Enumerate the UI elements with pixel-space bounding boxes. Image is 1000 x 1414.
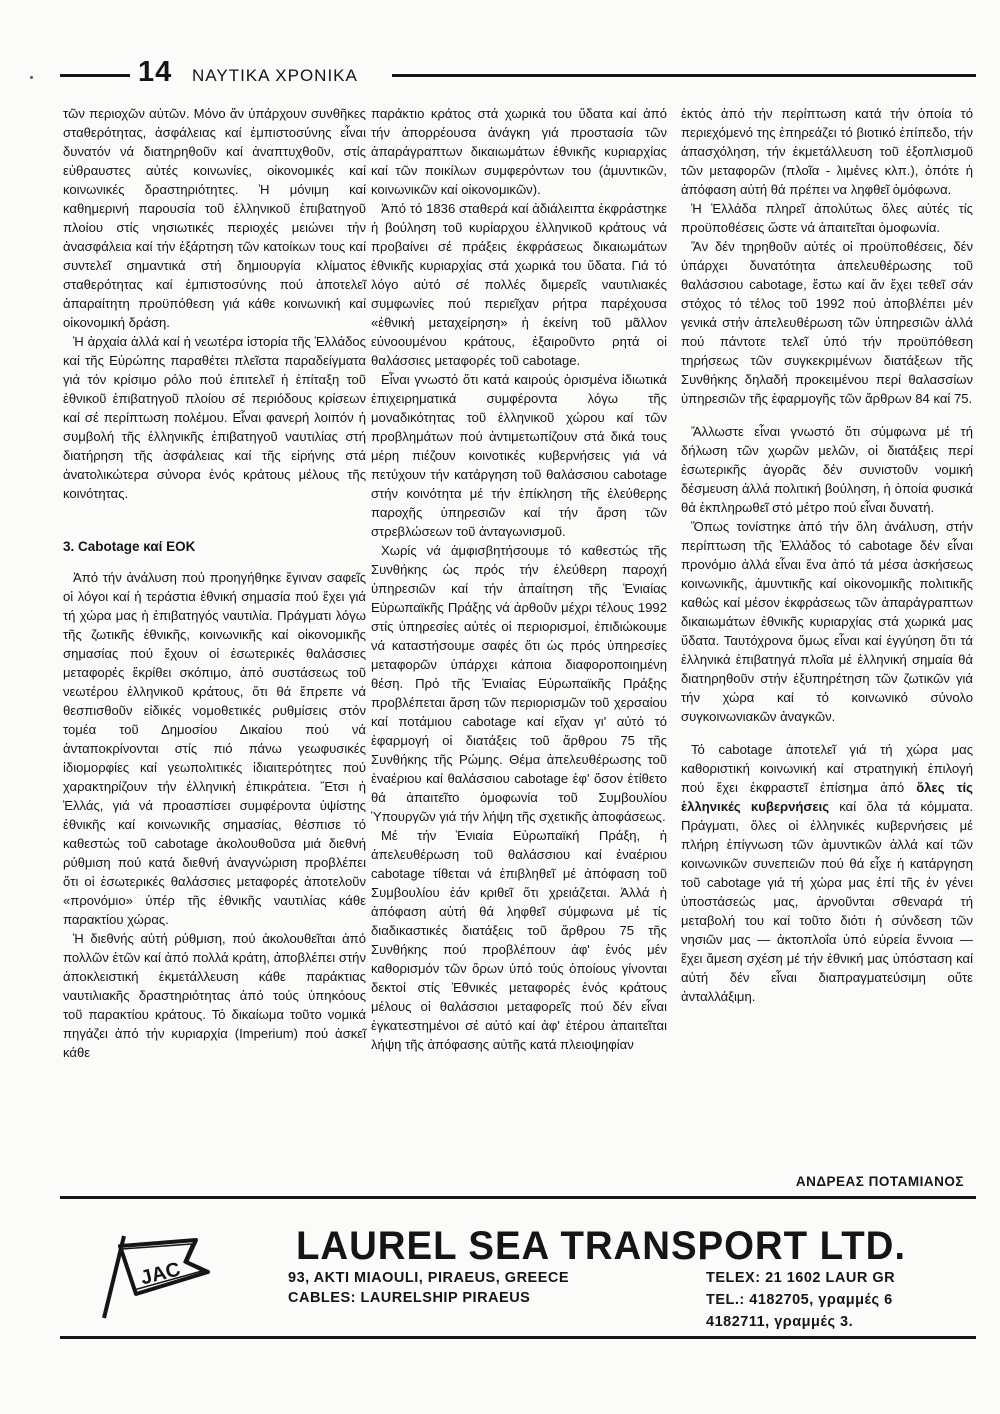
scan-dot xyxy=(30,76,33,79)
paragraph: Ἀπό τό 1836 σταθερά καί ἀδιάλειπτα ἐκφράστηκε ἡ βούληση τοῦ κυρίαρχου ἑλληνικοῦ κράτους νά προβαίνει σέ πράξεις ἐκφράσεως δικαιωμάτων ἐθνικῆς κυριαρχίας στά χωρικά του ὕδατα. Γιά τό λόγο αὐτό σέ πολλές διμερεῖς ναυτιλιακές συμφωνίες πού περιεῖχαν ρήτρα παρέχουσα «ἐθνική μεταχείρηση» ἡ ἐκείνη τοῦ μᾶλλον εὐνοουμένου κράτους, ἐξαιροῦντο ρητά οἱ θαλάσσιες μεταφορές τοῦ cabotage. xyxy=(371,201,667,368)
article-column-1 xyxy=(63,104,366,1062)
paragraph: Ἡ Ἑλλάδα πληρεῖ ἀπολύτως ὅλες αὐτές τίς προϋποθέσεις ὥστε νά ἀπαιτεῖται ὁμοφωνία. xyxy=(681,201,973,235)
paragraph: παράκτιο κράτος στά χωρικά του ὕδατα καί ἀπό τήν ἀπορρέουσα ἀνάγκη γιά προστασία τῶν ἀπαράγραπτων δικαιωμάτων ἐθνικῆς κυριαρχίας καί τῶν ποικίλων συμφερόντων του (ἀμυντικῶν, κοινωνικῶν καί οἰκονομικῶν). xyxy=(371,106,667,197)
page-header xyxy=(60,56,976,98)
paragraph: Μέ τήν Ἑνιαία Εὐρωπαϊκή Πράξη, ἡ ἀπελευθέρωση τοῦ θαλάσσιου καί ἐναέριου cabotage τίθεται νά ἐπιβληθεῖ μέ ἀπόφαση τοῦ Συμβουλίου ἐάν κριθεῖ ὅτι χρειάζεται. Ἀλλά ἡ ἀπόφαση αὐτή θά ληφθεῖ σύμφωνα μέ τίς διαδικαστικές διατάξεις τοῦ ἄρθρου 75 τῆς Συνθήκης πού προβλέπουν ἀφ' ἑνός μέν καθορισμόν τῶν ὅρων ὑπό τούς ὁποίους γίνονται δεκτοί στίς Ἐθνικές μεταφορές ἑνός κράτους μέλους οἱ θαλάσσιοι μεταφορεῖς πού δέν εἶναι ἐγκατεστημένοι σέ αὐτό καί ἀφ' ἑτέρου ἀπαιτεῖται λήψη τῆς ἀπόφασης αὐτῆς κατά πλειοψηφίαν xyxy=(371,828,667,1052)
company-name: LAUREL SEA TRANSPORT LTD. xyxy=(296,1224,906,1268)
emphasis-text: ὅλες τίς ἑλληνικές κυβερνήσεις xyxy=(681,780,973,814)
page-number: 14 xyxy=(138,56,173,88)
company-telephone-2: 4182711, γραμμές 3. xyxy=(706,1314,854,1330)
company-telephone-1: TEL.: 4182705, γραμμές 6 xyxy=(706,1292,893,1308)
paragraph: τῶν περιοχῶν αὐτῶν. Μόνο ἄν ὑπάρχουν συνθῆκες σταθερότητας, ἀσφάλειας καί ἐμπιστοσύνης εἶναι δυνατόν νά διατηρηθοῦν καί ἀναπτυχθοῦν, στίς εὐθραυστες αὐτές κοινωνίες, οἰκονομικές καί κοινωνικές δραστηριότητες. Ἡ μόνιμη καί καθημερινή παρουσία τοῦ ἑλληνικοῦ ἐπιβατηγοῦ πλοίου στίς νησιωτικές περιοχές μειώνει τήν ἀνασφάλεια καί τήν ἐξάρτηση τῶν κατοίκων τους καί συντελεῖ σημαντικά στή δημιουργία κλίματος σταθερότητας καί ἐμπιστοσύνης πού ἀποτελεῖ ἀπαραίτητη προϋπόθεση γιά κάθε κοινωνική καί οἰκονομική δράση. xyxy=(63,106,366,330)
ad-top-rule xyxy=(60,1196,976,1199)
paragraph-text: καί ὅλα τά κόμματα. Πράγματι, ὅλες οἱ ἑλληνικές κυβερνήσεις μέ πλήρη ἐπίγνωση τῶν ἀμυντικῶν ἀλλά καί τῶν κοινωνικῶν συνεπειῶν πού θά εἶχε ἡ κατάργηση τοῦ cabotage γιά τή χώρα μας ἐπί τῆς ἐν γένει ὑποστάσεώς μας, ἀρνοῦνται σθεναρά τή μεταβολή του καί τοῦτο διότι ἡ σύνδεση τῶν νησιῶν μας — ἀκτοπλοΐα ὑπό εὐρεία ἔννοια — ἔχει ἄμεση σχέση μέ τήν ἐθνική μας ὑπόσταση καί αὐτή δέν εἶναι διαπραγματεύσιμη οὔτε ἀνταλλάξιμη. xyxy=(681,799,973,1004)
paragraph xyxy=(681,740,973,1006)
company-telex: TELEX: 21 1602 LAUR GR xyxy=(706,1270,896,1286)
company-address: 93, AKTI MIAOULI, PIRAEUS, GREECE xyxy=(288,1270,570,1286)
ad-bottom-rule xyxy=(60,1336,976,1339)
paragraph: Ὅπως τονίστηκε ἀπό τήν ὅλη ἀνάλυση, στήν περίπτωση τῆς Ἑλλάδος τό cabotage δέν εἶναι προνόμιο ἀλλά εἶναι ἕνα ἀπό τά μέσα ἀσκήσεως κοινωνικῆς, ἀμυντικῆς καί οἰκονομικῆς πολιτικῆς καθώς καί μέσον ἐκφράσεως τῶν ἀπαράγραπτων δικαιωμάτων ἐθνικῆς κυριαρχίας στά χωρικά μας ὕδατα. Ταυτόχρονα ὅμως εἶναι καί ἐγγύηση ὅτι τά ἑλληνικά ἐπιβατηγά πλοῖα μέ ἑλληνική σημαία θά διατηρηθοῦν στήν ἐξυπηρέτηση τῶν ζωτικῶν γιά τήν χώρα καί τό κοινωνικό σύνολο συγκοινωνιακῶν ἀναγκῶν. xyxy=(681,519,973,724)
paragraph: Ἡ ἀρχαία ἀλλά καί ἡ νεωτέρα ἱστορία τῆς Ἑλλάδος καί τῆς Εὐρώπης παραθέτει πλεῖστα παραδείγματα γιά τόν κρίσιμο ρόλο πού ἐπιτελεῖ ἡ ἐπίταξη τοῦ ἐθνικοῦ ἐπιβατηγοῦ πλοίου σέ περιόδους κρίσεων καί σέ περίπτωση πολέμου. Εἶναι φανερή λοιπόν ἡ συμβολή τῆς ἑλληνικῆς ἐπιβατηγοῦ ναυτιλίας στή διατήρηση τῆς ἀσφάλειας καί τῆς εἰρήνης στά ἀνατολικώτερα σύνορα ἑνός κράτους μέλους τῆς κοινότητας. xyxy=(63,334,366,501)
jac-flag-logo xyxy=(100,1232,220,1322)
paragraph: Ἡ διεθνής αὐτή ρύθμιση, πού ἀκολουθεῖται ἀπό πολλῶν ἐτῶν καί ἀπό πολλά κράτη, ἀποβλέπει στήν ἀποκλειστική ἐκμετάλλευση κάθε παράκτιας ναυτιλιακῆς δραστηριότητας ἀπό τούς ὑπηκόους τοῦ παρακτίου κράτους. Τό δικαίωμα τοῦτο νομικά πηγάζει ἀπό τήν κυριαρχία (Imperium) πού ἀσκεῖ κάθε xyxy=(63,931,366,1060)
paragraph-text: Τό cabotage ἀποτελεῖ γιά τή χώρα μας καθοριστική κοινωνική καί στρατηγική ἐπιλογή πού ἔχει ἐκφραστεῖ ἐπίσημα ἀπό xyxy=(681,742,973,795)
header-rule-right xyxy=(392,74,976,77)
paragraph: Ἄλλωστε εἶναι γνωστό ὅτι σύμφωνα μέ τή δήλωση τῶν χωρῶν μελῶν, οἱ διατάξεις περί ἐσωτερικῆς ἀγορᾶς δέν συνιστοῦν νομική δέσμευση ἀλλά πολιτική βούληση, ἡ ὁποία φυσικά θά ἐκπληρωθεῖ στό μέτρο πού εἶναι δυνατή. xyxy=(681,424,973,515)
section-heading: 3. Cabotage καί ΕΟΚ xyxy=(63,539,196,554)
paragraph: Χωρίς νά ἀμφισβητήσουμε τό καθεστώς τῆς Συνθήκης ὡς πρός τήν ἐλεύθερη παροχή ὑπηρεσιῶν καί τήν ἀπαίτηση τῆς Ἑνιαίας Εὐρωπαϊκῆς Πράξης νά ἀρθοῦν μέχρι τέλους 1992 στίς ὑπηρεσίες αὐτές οἱ περιορισμοί, ἐπιδιώκουμε νά καταστήσουμε σαφές ὅτι ὡς πρός ὑπηρεσίες μεταφορῶν ὑπάρχει κάποια διαφοροποιημένη θέση. Πρό τῆς Ἑνιαίας Εὐρωπαϊκῆς Πράξης προβλέπεται ἄρση τῶν περιορισμῶν τοῦ χερσαίου καί ποτάμιου cabotage καί εἴχαν γι' αὐτό τό ἐφαρμογή οἱ διατάξεις τοῦ ἄρθρου 75 τῆς Συνθήκης τῆς Ρώμης. Θέμα ἀπελευθέρωσης τοῦ ἐναέριου καί θαλάσσιου cabotage ἐφ' ὅσον ἐτίθετο θά ἀπαιτεῖτο ὁμοφωνία τοῦ Συμβουλίου Ὑπουργῶν γιά τήν λήψη τῆς σχετικῆς ἀποφάσεως. xyxy=(371,543,667,824)
article-column-3 xyxy=(681,104,973,1006)
paragraph: ἐκτός ἀπό τήν περίπτωση κατά τήν ὁποία τό περιεχόμενό της ἐπηρεάζει τό βιοτικό ἐπίπεδο, τήν ἀπασχόληση, τήν ἐκμετάλλευση τοῦ ἐξοπλισμοῦ τῶν μεταφορῶν (πλοῖα - λιμένες κλπ.), ὁπότε ἡ ἀπόφαση αὐτή θά πρέπει να ληφθεῖ ὁμόφωνα. xyxy=(681,106,973,197)
company-cables: CABLES: LAURELSHIP PIRAEUS xyxy=(288,1290,531,1306)
paragraph: Ἀπό τήν ἀνάλυση πού προηγήθηκε ἔγιναν σαφεῖς οἱ λόγοι καί ἡ τεράστια ἐθνική σημασία πού ἔχει γιά τή χώρα μας ἡ ἐπιβατηγός ναυτιλία. Πράγματι λόγω τῆς ζωτικῆς ἐθνικῆς, κοινωνικῆς καί οἰκονομικῆς σημασίας πού ἔχουν οἱ ἐσωτερικές θαλάσσιες μεταφορές ἔκρίθει σκόπιμο, ἀπό συστάσεως τοῦ νεωτέρου ἑλληνικοῦ κράτους, ὅτι θά ἔπρεπε νά θεσπισθοῦν εἰδικές νομοθετικές ρυθμίσεις στόν τομέα τοῦ Δημοσίου Δικαίου πού νά ἀνταποκρίνονται στίς πιό πάνω γεωφυσικές ἰδιομορφίες καί γεωπολιτικές ἰδιαιτερότητες πού χαρακτηρίζουν τήν ἑλληνική ἐπικράτεια. Ἔτσι ἡ Ἑλλάς, γιά νά προασπίσει συμφέροντα ὑψίστης ἐθνικῆς καί κοινωνικῆς σημασίας, θέσπισε τό καθεστώς τοῦ cabotage ἀκολουθοῦσα μιά διεθνή ρύθμιση πού κατά διεθνή ἀναγνώριση προβλέπει ὅτι οἱ ἐσωτερικές θαλάσσιες μεταφορές ἀποτελοῦν «προνόμιο» ὑπέρ τῆς ἐθνικῆς ναυτιλίας κάθε παρακτίου χώρας. xyxy=(63,570,366,927)
publication-name: ΝΑΥΤΙΚΑ ΧΡΟΝΙΚΑ xyxy=(192,66,358,85)
article-column-2 xyxy=(371,104,667,1054)
paragraph: Ἄν δέν τηρηθοῦν αὐτές οἱ προϋποθέσεις, δέν ὑπάρχει δυνατότητα ἀπελευθέρωσης τοῦ θαλάσσιου cabotage, ἔστω καί ἄν ἔχει τεθεῖ σάν στόχος τό τέλος τοῦ 1992 πού ἀποβλέπει μέν γενικά στήν ἀπελευθέρωση τῶν ὑπηρεσιῶν ἀλλά πού πάντοτε τελεῖ ὑπό τήν προϋπόθεση τηρήσεως τῶν συγκεκριμένων διατάξεων τῆς Συνθήκης δηλαδή προκειμένου περί θαλασσίων ὑπηρεσιῶν τῆς ἐφαρμογῆς τῶν ἄρθρων 84 καί 75. xyxy=(681,239,973,406)
author-signature: ΑΝΔΡΕΑΣ ΠΟΤΑΜΙΑΝΟΣ xyxy=(795,1174,964,1189)
header-rule-left xyxy=(60,74,130,77)
paragraph: Εἶναι γνωστό ὅτι κατά καιρούς ὁρισμένα ἰδιωτικά ἐπιχειρηματικά συμφέροντα λόγω τῆς μοναδικότητας τοῦ ἑλληνικοῦ χώρου καί τῶν προβλημάτων πού ἀντιμετωπίζουν στά δικά τους μέρη πιέζουν κοινοτικές κυβερνήσεις γιά νά πετύχουν τήν κατάργηση τοῦ θαλάσσιου cabotage στήν κοινότητα μέ τήν ἐπίκληση τῆς ἐλεύθερης παροχῆς ὑπηρεσιῶν καί τήν ἄρση τῶν στρεβλώσεων τοῦ ἀνταγωνισμοῦ. xyxy=(371,372,667,539)
flag-text: JAC xyxy=(138,1258,183,1290)
